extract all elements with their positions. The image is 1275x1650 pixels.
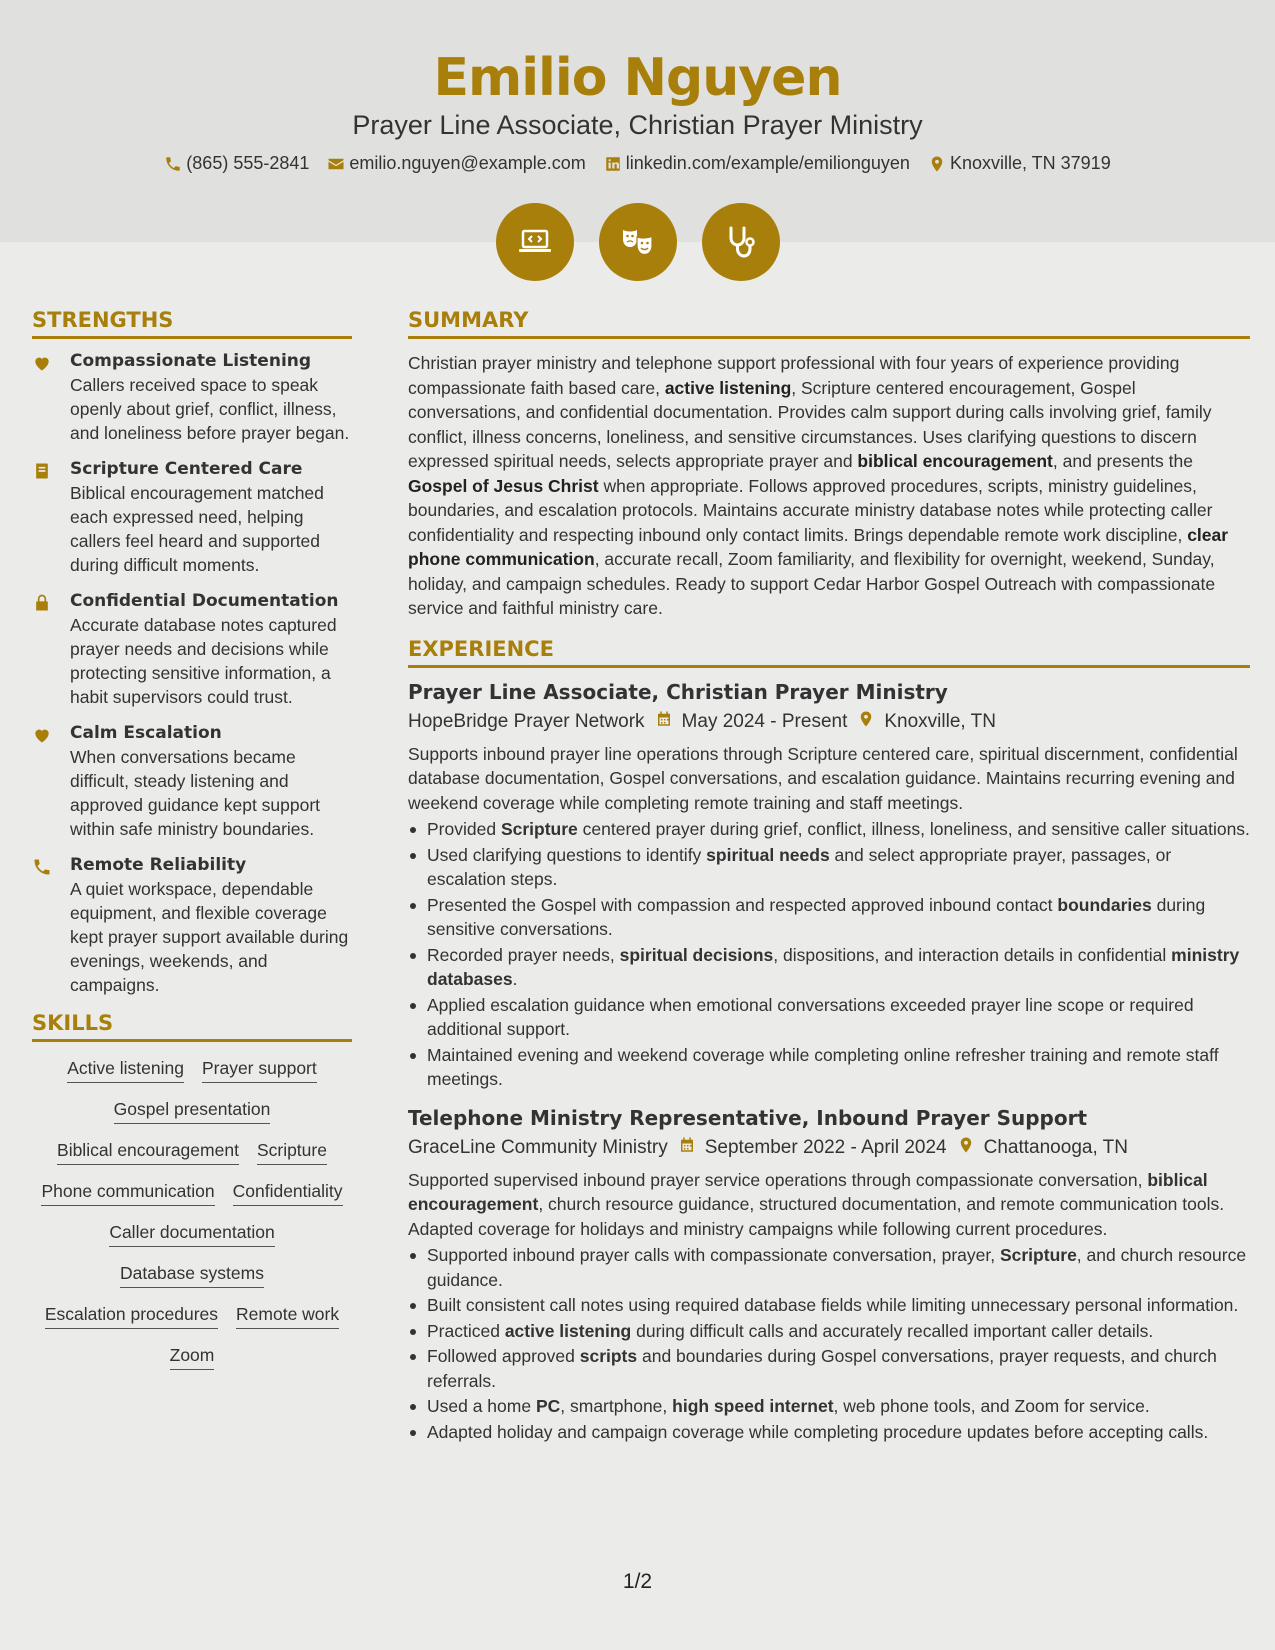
job-bullet [408,1043,1250,1092]
strength-title: Confidential Documentation [70,591,339,611]
strength-title: Scripture Centered Care [70,459,303,479]
experience.jobs.1.desc-text: , church resource guidance, structured documentation, and remote communication tools. Adapted coverage for holidays and ministry campaigns while following current procedures. [408,1194,1225,1239]
map-pin-icon [957,1136,975,1160]
map-pin-icon [928,155,946,173]
candidate-role: Prayer Line Associate, Christian Prayer Ministry [352,110,923,140]
skill-tag: Confidentiality [233,1181,343,1206]
experience.jobs.1.bullets.0-keyword: Scripture [999,1245,1077,1265]
job-bullet [408,1319,1250,1344]
job-company: GraceLine Community Ministry [408,1136,668,1158]
job-bullet [408,993,1250,1042]
linkedin-icon [604,155,622,173]
strength-description: When conversations became difficult, steady listening and approved guidance kept support within safe ministry boundaries. [70,747,321,839]
skill-tag: Gospel presentation [114,1099,271,1124]
job-company: HopeBridge Prayer Network [408,710,645,732]
strength-description: A quiet workspace, dependable equipment, and flexible coverage kept prayer support available during evenings, weekends, and campaigns. [70,879,349,995]
skill-tag: Database systems [120,1263,264,1288]
contact-bar [0,153,1275,174]
job-bullets [408,817,1250,1092]
job-dates [678,1136,947,1160]
experience.jobs.0.bullets.2-keyword: boundaries [1057,894,1152,915]
skill-tag: Remote work [236,1304,339,1329]
job-bullet [408,1293,1250,1318]
map-pin-icon [857,710,875,734]
page-number: 1/2 [622,1570,653,1593]
calendar-icon [655,710,673,734]
experience.jobs.1.bullets.1-text: Built consistent call notes using required database fields while limiting unnecessary personal information. [427,1295,1239,1315]
calendar-icon [678,1136,696,1160]
header-icons [0,203,1275,281]
laptop-code-icon [496,203,574,281]
experience.jobs.0.bullets.3-keyword: ministry databases [427,944,1240,989]
strength-description: Biblical encouragement matched each expressed need, helping callers feel heard and supported during difficult moments. [70,483,324,575]
experience.jobs.1.desc-keyword: biblical encouragement [408,1169,1208,1214]
experience.jobs.1.bullets.4-text: Used a home [427,1396,536,1416]
contact-email[interactable] [327,153,585,174]
summary.segments-keyword: active listening [664,377,792,398]
job-bullet [408,843,1250,892]
skill-tag: Escalation procedures [45,1304,218,1329]
job-description [408,1168,1250,1242]
experience.jobs.0.bullets.3-text: . [512,969,518,989]
job-dates-text: September 2022 - April 2024 [704,1136,947,1158]
experience.jobs.0.bullets.0-text: centered prayer during grief, conflict, illness, loneliness, and sensitive caller situations. [577,819,1250,839]
skills-list [32,1054,352,1374]
experience.jobs.1.bullets.2-text: during difficult calls and accurately recalled important caller details. [631,1320,1154,1341]
summary.segments-text: , and presents the [1052,451,1193,471]
phone-icon [32,855,56,997]
summary.segments-text: when appropriate. Follows approved procedures, scripts, ministry guidelines, boundaries, and escalation protocols. Maintains accurate ministry database notes while protecting caller confidentiality and respecting inbound only contact limits. Brings dependable remote work discipline, [408,475,1213,545]
summary.segments-keyword: biblical encouragement [857,451,1053,471]
experience.jobs.0.bullets.3-text: , dispositions, and interaction details in confidential [773,944,1172,965]
envelope-icon [327,155,345,173]
job-bullet [408,1394,1250,1419]
experience.jobs.1.bullets.0-text: , and church resource guidance. [427,1245,1247,1290]
experience.jobs.1.bullets.0-text: Supported inbound prayer calls with compassionate conversation, prayer, [427,1245,1000,1265]
experience.jobs.0.bullets.1-keyword: spiritual needs [706,844,830,865]
summary-heading: SUMMARY [408,308,1250,339]
experience.jobs.1.bullets.4-text: , web phone tools, and Zoom for service. [833,1396,1150,1416]
strength-item [32,723,352,841]
strength-body [70,723,352,841]
experience.jobs.1.bullets.2-keyword: active listening [504,1320,632,1341]
job-location [857,710,996,734]
strength-item [32,591,352,709]
contact-email-text: emilio.nguyen@example.com [349,153,586,173]
strength-description: Accurate database notes captured prayer needs and decisions while protecting sensitive information, a habit supervisors could trust. [70,615,337,707]
book-icon [32,459,56,577]
job-bullets [408,1243,1250,1444]
strength-body [70,459,352,577]
job-location [957,1136,1128,1160]
experience.jobs.1.bullets.3-text: Followed approved [427,1346,580,1366]
skill-tag: Scripture [257,1140,327,1165]
contact-phone[interactable] [164,153,309,174]
job-location-text: Knoxville, TN [884,710,996,732]
experience.jobs.1.bullets.3-keyword: scripts [579,1346,638,1366]
job-meta [408,1136,1250,1160]
strength-title: Calm Escalation [70,723,222,743]
summary.segments-text: , Scripture centered encouragement, Gospel conversations, and confidential documentation. Provides calm support during calls involving grief, family conflict, illness concerns, loneliness, and sensitive circumstances. Uses clarifying questions to discern expressed spiritual needs, selects appropriate prayer and [408,377,1212,471]
experience.jobs.1.desc-text: Supported supervised inbound prayer service operations through compassionate conversation, [408,1169,1148,1190]
experience.jobs.1.bullets.5-text: Adapted holiday and campaign coverage while completing procedure updates before accepting calls. [427,1421,1209,1442]
contact-location [928,153,1111,174]
contact-linkedin-text: linkedin.com/example/emilionguyen [625,153,910,173]
strength-body [70,855,352,997]
strengths-heading: STRENGTHS [32,308,352,339]
skill-tag: Biblical encouragement [57,1140,239,1165]
experience.jobs.0.bullets.1-text: and select appropriate prayer, passages, or escalation steps. [427,844,1172,889]
job-bullet [408,817,1250,842]
strength-title: Compassionate Listening [70,351,312,371]
strengths-list [32,351,352,997]
strength-item [32,459,352,577]
strength-body [70,591,352,709]
job-bullet [408,943,1250,992]
experience.jobs.1.bullets.4-text: , smartphone, [560,1396,673,1416]
skill-tag: Zoom [170,1345,215,1370]
experience.jobs.0.desc-text: Supports inbound prayer line operations through Scripture centered care, spiritual discernment, confidential database documentation, Gospel conversations, and escalation guidance. Maintains recurring evening and weekend coverage while completing remote training and staff meetings. [408,743,1238,813]
summary.segments-text: , accurate recall, Zoom familiarity, and flexibility for overnight, weekend, Sunday, holiday, and campaign schedules. Ready to support Cedar Harbor Gospel Outreach with compassionate service and faithful ministry care. [408,549,1216,618]
experience.jobs.0.bullets.1-text: Used clarifying questions to identify [427,844,707,865]
strength-item [32,351,352,445]
strength-description: Callers received space to speak openly about grief, conflict, illness, and loneliness before prayer began. [70,375,350,443]
summary.segments-keyword: clear phone communication [408,524,1229,569]
experience.jobs.1.bullets.4-keyword: PC [535,1396,561,1416]
job-location-text: Chattanooga, TN [983,1136,1128,1158]
job-title: Prayer Line Associate, Christian Prayer Ministry [408,679,948,704]
experience-heading: EXPERIENCE [408,637,1250,668]
experience-list [408,680,1250,1445]
experience.jobs.0.bullets.2-text: Presented the Gospel with compassion and respected approved inbound contact [427,894,1058,915]
skill-tag: Caller documentation [109,1222,274,1247]
summary.segments-text: Christian prayer ministry and telephone support professional with four years of experience providing compassionate faith based care, [408,353,1180,398]
contact-location-text: Knoxville, TN 37919 [949,153,1111,173]
job-bullet [408,1344,1250,1393]
candidate-name: Emilio Nguyen [433,48,842,108]
right-column [408,308,1250,1458]
experience.jobs.0.bullets.3-keyword: spiritual decisions [619,944,774,965]
heart-icon [32,351,56,445]
stethoscope-icon [702,203,780,281]
skills-heading: SKILLS [32,1011,352,1042]
experience.jobs.0.bullets.0-keyword: Scripture [500,819,578,839]
lock-icon [32,591,56,709]
strength-item [32,855,352,997]
contact-phone-text: (865) 555-2841 [186,153,310,173]
job-dates-text: May 2024 - Present [681,710,848,732]
theater-masks-icon [599,203,677,281]
experience.jobs.0.bullets.2-text: during sensitive conversations. [427,894,1206,939]
experience.jobs.1.bullets.4-keyword: high speed internet [672,1396,834,1416]
experience.jobs.0.bullets.5-text: Maintained evening and weekend coverage while completing online refresher training and remote staff meetings. [427,1044,1219,1089]
job-bullet [408,1243,1250,1292]
job-meta [408,710,1250,734]
left-column [32,308,352,1374]
skill-tag: Active listening [67,1058,184,1083]
phone-icon [164,155,182,173]
experience.jobs.1.bullets.2-text: Practiced [427,1320,505,1341]
summary.segments-keyword: Gospel of Jesus Christ [408,475,599,496]
heart-icon [32,723,56,841]
experience.jobs.0.bullets.3-text: Recorded prayer needs, [427,944,620,965]
strength-body [70,351,352,445]
experience.jobs.1.bullets.3-text: and boundaries during Gospel conversations, prayer requests, and church referrals. [427,1346,1217,1391]
job-dates [655,710,848,734]
job-description [408,742,1250,816]
summary-text [408,351,1250,621]
contact-linkedin[interactable] [604,153,910,174]
experience.jobs.0.bullets.4-text: Applied escalation guidance when emotional conversations exceeded prayer line scope or required additional support. [427,994,1194,1039]
skill-tag: Phone communication [41,1181,214,1206]
job-bullet [408,893,1250,942]
job-title: Telephone Ministry Representative, Inbound Prayer Support [408,1105,1088,1130]
experience.jobs.0.bullets.0-text: Provided [427,819,501,839]
skill-tag: Prayer support [202,1058,317,1083]
strength-title: Remote Reliability [70,855,247,875]
job-bullet [408,1420,1250,1445]
